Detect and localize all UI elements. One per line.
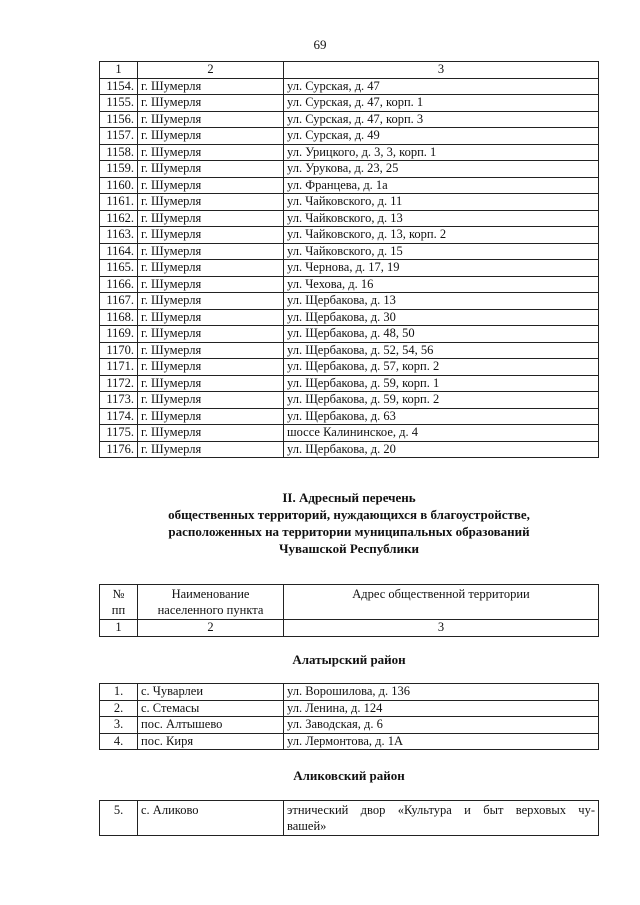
column-number: 3	[284, 62, 599, 79]
address-line: этнический двор «Культура и быт верховых чу-	[287, 803, 595, 817]
row-number: 1.	[100, 684, 138, 701]
city-name: г. Шумерля	[138, 260, 284, 277]
table-row	[100, 293, 599, 310]
street-address: ул. Щербакова, д. 48, 50	[284, 326, 599, 343]
row-number: 1156.	[100, 111, 138, 128]
table-row	[100, 441, 599, 458]
city-name: г. Шумерля	[138, 342, 284, 359]
public-territories-header-table	[99, 584, 599, 637]
row-number: 1173.	[100, 392, 138, 409]
row-number: 1170.	[100, 342, 138, 359]
section-title-line: II. Адресный перечень	[282, 490, 416, 505]
street-address: ул. Чернова, д. 17, 19	[284, 260, 599, 277]
street-address: ул. Щербакова, д. 63	[284, 408, 599, 425]
table-row	[100, 128, 599, 145]
header-address-cell: Адрес общественной территории	[284, 585, 599, 620]
street-address: шоссе Калининское, д. 4	[284, 425, 599, 442]
row-number: 5.	[100, 801, 138, 836]
table-row	[100, 717, 599, 734]
street-address: ул. Сурская, д. 47, корп. 1	[284, 95, 599, 112]
row-number: 3.	[100, 717, 138, 734]
city-name: г. Шумерля	[138, 293, 284, 310]
street-address: ул. Урицкого, д. 3, 3, корп. 1	[284, 144, 599, 161]
section-title-line: Чувашской Республики	[278, 541, 420, 556]
address-line: вашей»	[287, 819, 327, 833]
table-row	[100, 375, 599, 392]
row-number: 1171.	[100, 359, 138, 376]
territory-address: ул. Заводская, д. 6	[284, 717, 599, 734]
city-name: г. Шумерля	[138, 128, 284, 145]
table-row	[100, 801, 599, 836]
territory-address	[284, 801, 599, 836]
settlement-name: с. Стемасы	[138, 700, 284, 717]
row-number: 2.	[100, 700, 138, 717]
territory-address: ул. Лермонтова, д. 1А	[284, 733, 599, 750]
street-address: ул. Чайковского, д. 13, корп. 2	[284, 227, 599, 244]
street-address: ул. Щербакова, д. 52, 54, 56	[284, 342, 599, 359]
table-row	[100, 359, 599, 376]
city-name: г. Шумерля	[138, 408, 284, 425]
table-row	[100, 144, 599, 161]
city-name: г. Шумерля	[138, 326, 284, 343]
table-row	[100, 309, 599, 326]
table-row	[100, 342, 599, 359]
street-address: ул. Щербакова, д. 57, корп. 2	[284, 359, 599, 376]
city-name: г. Шумерля	[138, 227, 284, 244]
header-settlement-cell: Наименование населенного пункта	[138, 585, 284, 620]
street-address: ул. Чайковского, д. 15	[284, 243, 599, 260]
row-number: 1158.	[100, 144, 138, 161]
page-number: 69	[313, 37, 327, 52]
header-number-cell: № пп	[100, 585, 138, 620]
row-number: 1174.	[100, 408, 138, 425]
street-address: ул. Францева, д. 1а	[284, 177, 599, 194]
column-number: 1	[100, 62, 138, 79]
table-row	[100, 684, 599, 701]
city-name: г. Шумерля	[138, 441, 284, 458]
city-name: г. Шумерля	[138, 375, 284, 392]
row-number: 1165.	[100, 260, 138, 277]
row-number: 1155.	[100, 95, 138, 112]
street-address: ул. Сурская, д. 49	[284, 128, 599, 145]
table-row	[100, 733, 599, 750]
column-number: 3	[284, 620, 599, 637]
row-number: 1168.	[100, 309, 138, 326]
alikovo-district-table	[99, 800, 599, 836]
street-address: ул. Урукова, д. 23, 25	[284, 161, 599, 178]
table-row	[100, 111, 599, 128]
street-address: ул. Щербакова, д. 59, корп. 1	[284, 375, 599, 392]
settlement-name: с. Чуварлеи	[138, 684, 284, 701]
street-address: ул. Сурская, д. 47, корп. 3	[284, 111, 599, 128]
street-address: ул. Сурская, д. 47	[284, 78, 599, 95]
addresses-table-continued	[99, 61, 599, 458]
street-address: ул. Щербакова, д. 13	[284, 293, 599, 310]
street-address: ул. Чехова, д. 16	[284, 276, 599, 293]
city-name: г. Шумерля	[138, 177, 284, 194]
table-row	[100, 408, 599, 425]
row-number: 1169.	[100, 326, 138, 343]
settlement-name: с. Аликово	[138, 801, 284, 836]
row-number: 1159.	[100, 161, 138, 178]
territory-address: ул. Ленина, д. 124	[284, 700, 599, 717]
row-number: 1167.	[100, 293, 138, 310]
table-row	[100, 326, 599, 343]
table-row	[100, 392, 599, 409]
row-number: 1166.	[100, 276, 138, 293]
district-heading-alikovo: Аликовский район	[293, 768, 405, 783]
row-number: 1163.	[100, 227, 138, 244]
district-heading-alatyr: Алатырский район	[292, 652, 406, 667]
row-number: 1176.	[100, 441, 138, 458]
table-row	[100, 177, 599, 194]
row-number: 1162.	[100, 210, 138, 227]
table-row	[100, 425, 599, 442]
city-name: г. Шумерля	[138, 392, 284, 409]
city-name: г. Шумерля	[138, 210, 284, 227]
city-name: г. Шумерля	[138, 95, 284, 112]
column-number: 1	[100, 620, 138, 637]
section-title-line: общественных территорий, нуждающихся в благоустройстве,	[168, 507, 530, 522]
table-row	[100, 161, 599, 178]
city-name: г. Шумерля	[138, 243, 284, 260]
table-row	[100, 227, 599, 244]
header-numbers-row	[100, 620, 599, 637]
row-number: 1161.	[100, 194, 138, 211]
table-row	[100, 78, 599, 95]
table-row	[100, 260, 599, 277]
row-number: 4.	[100, 733, 138, 750]
table-row	[100, 276, 599, 293]
city-name: г. Шумерля	[138, 359, 284, 376]
city-name: г. Шумерля	[138, 194, 284, 211]
table-row	[100, 194, 599, 211]
table-row	[100, 700, 599, 717]
settlement-name: пос. Алтышево	[138, 717, 284, 734]
row-number: 1172.	[100, 375, 138, 392]
row-number: 1157.	[100, 128, 138, 145]
city-name: г. Шумерля	[138, 111, 284, 128]
column-number: 2	[138, 62, 284, 79]
table-row	[100, 210, 599, 227]
street-address: ул. Щербакова, д. 59, корп. 2	[284, 392, 599, 409]
street-address: ул. Чайковского, д. 11	[284, 194, 599, 211]
table-row	[100, 95, 599, 112]
street-address: ул. Щербакова, д. 30	[284, 309, 599, 326]
table-row	[100, 243, 599, 260]
city-name: г. Шумерля	[138, 78, 284, 95]
header-row	[100, 585, 599, 620]
row-number: 1175.	[100, 425, 138, 442]
section-title-line: расположенных на территории муниципальных образований	[168, 524, 530, 539]
settlement-name: пос. Киря	[138, 733, 284, 750]
city-name: г. Шумерля	[138, 425, 284, 442]
column-numbers-row	[100, 62, 599, 79]
column-number: 2	[138, 620, 284, 637]
territory-address: ул. Ворошилова, д. 136	[284, 684, 599, 701]
street-address: ул. Чайковского, д. 13	[284, 210, 599, 227]
row-number: 1164.	[100, 243, 138, 260]
street-address: ул. Щербакова, д. 20	[284, 441, 599, 458]
city-name: г. Шумерля	[138, 161, 284, 178]
section-title	[99, 489, 599, 557]
city-name: г. Шумерля	[138, 309, 284, 326]
city-name: г. Шумерля	[138, 144, 284, 161]
row-number: 1154.	[100, 78, 138, 95]
alatyr-district-table	[99, 683, 599, 750]
row-number: 1160.	[100, 177, 138, 194]
city-name: г. Шумерля	[138, 276, 284, 293]
